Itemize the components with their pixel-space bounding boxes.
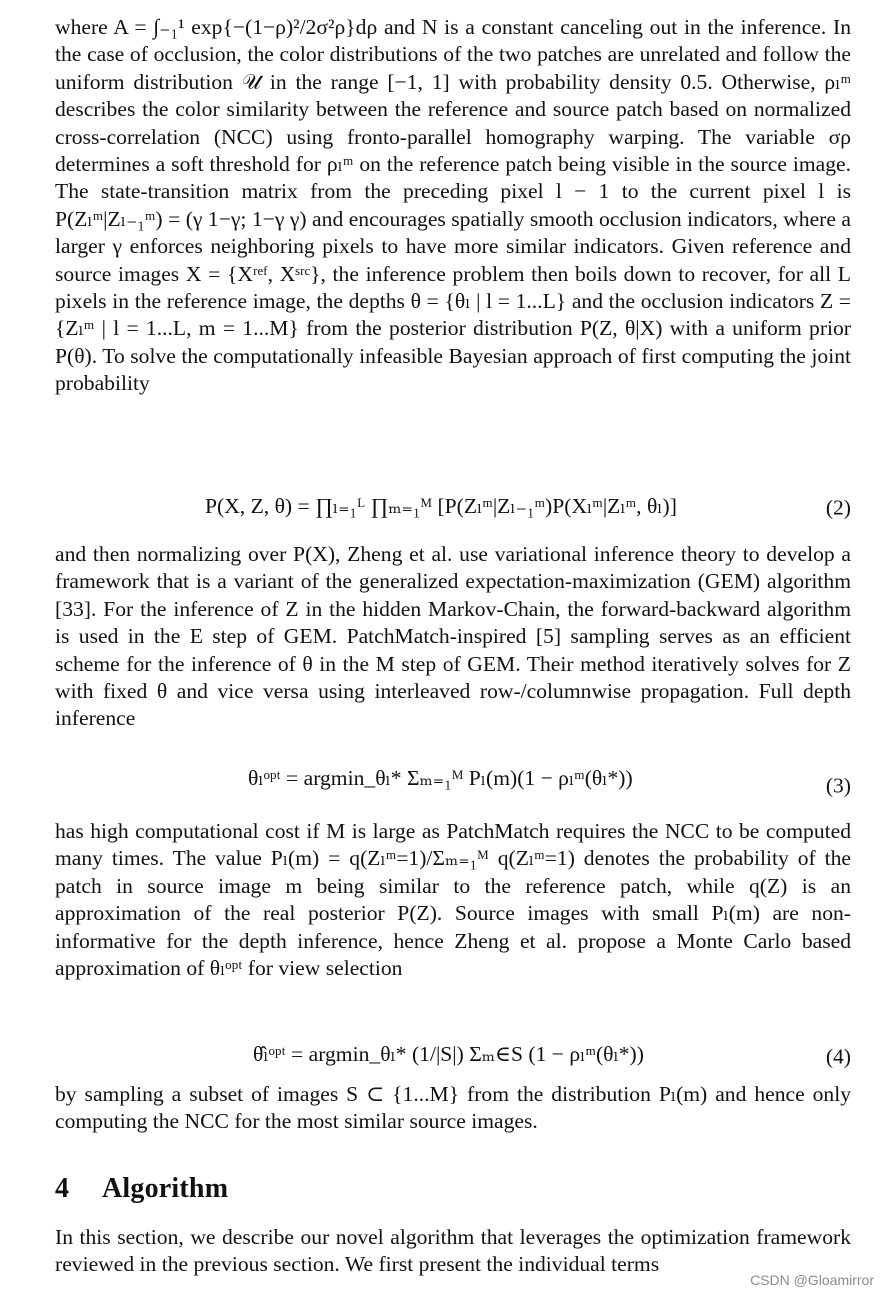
- paragraph-1: where A = ∫₋₁¹ exp{−(1−ρ)²/2σ²ρ}dρ and N is a constant canceling out in the inference. In the case of occlusion, the color distributions of the two patches are unrelated and follow the uniform distribution 𝒰 in the range [−1, 1] with probability density 0.5. Otherwise, ρₗᵐ describes the color similarity between the reference and source patch based on normalized cross-correlation (NCC) using fronto-parallel homography warping. The variable σρ determines a soft threshold for ρₗᵐ on the reference patch being visible in the source image. The state-transition matrix from the preceding pixel l − 1 to the current pixel l is P(Zₗᵐ|Zₗ₋₁ᵐ) = (γ 1−γ; 1−γ γ) and encourages spatially smooth occlusion indicators, where a larger γ enforces neighboring pixels to have more similar indicators. Given reference and source images X = {Xʳᵉᶠ, Xˢʳᶜ}, the inference problem then boils down to recover, for all L pixels in the reference image, the depths θ = {θₗ | l = 1...L} and the occlusion indicators Z = {Zₗᵐ | l = 1...L, m = 1...M} from the posterior distribution P(Z, θ|X) with a uniform prior P(θ). To solve the computationally infeasible Bayesian approach of first computing the joint probability: [55, 15, 851, 396]
- section-number: 4: [55, 1173, 70, 1204]
- watermark: CSDN @Gloamirror: [750, 1272, 874, 1288]
- equation-2-body: P(X, Z, θ) = ∏ₗ₌₁ᴸ ∏ₘ₌₁ᴹ [P(Zₗᵐ|Zₗ₋₁ᵐ)P(Xₗᵐ|Zₗᵐ, θₗ)]: [205, 494, 677, 518]
- section-title: Algorithm: [102, 1173, 229, 1204]
- paragraph-3: has high computational cost if M is large as PatchMatch requires the NCC to be computed many times. The value Pₗ(m) = q(Zₗᵐ=1)/Σₘ₌₁ᴹ q(Zₗᵐ=1) denotes the probability of the patch in source image m being similar to the reference patch, while q(Z) is an approximation of the real posterior P(Z). Source images with small Pₗ(m) are non-informative for the depth inference, hence Zheng et al. propose a Monte Carlo based approximation of θₗᵒᵖᵗ for view selection: [55, 819, 851, 981]
- equation-3: [55, 742, 851, 830]
- equation-4-number: (4): [825, 1044, 851, 1069]
- equation-3-body: θₗᵒᵖᵗ = argmin_θₗ* Σₘ₌₁ᴹ Pₗ(m)(1 − ρₗᵐ(θₗ*)): [248, 766, 633, 790]
- equation-3-number: (3): [825, 773, 851, 798]
- paragraph-2: and then normalizing over P(X), Zheng et al. use variational inference theory to develop a framework that is a variant of the generalized expectation-maximization (GEM) algorithm [33]. For the inference of Z in the hidden Markov-Chain, the forward-backward algorithm is used in the E step of GEM. PatchMatch-inspired [5] sampling serves as an efficient scheme for the inference of θ in the M step of GEM. Their method iteratively solves for Z with fixed θ and vice versa using interleaved row-/columnwise propagation. Full depth inference: [55, 542, 851, 731]
- equation-4-body: θ̂ₗᵒᵖᵗ = argmin_θₗ* (1/|S|) Σₘ∈S (1 − ρₗᵐ(θₗ*)): [253, 1042, 644, 1066]
- equation-2-number: (2): [825, 495, 851, 520]
- paragraph-4: by sampling a subset of images S ⊂ {1...M} from the distribution Pₗ(m) and hence only computing the NCC for the most similar source images.: [55, 1082, 851, 1134]
- paragraph-5: In this section, we describe our novel algorithm that leverages the optimization framework reviewed in the previous section. We first present the individual terms: [55, 1225, 851, 1277]
- section-heading: [55, 1173, 228, 1205]
